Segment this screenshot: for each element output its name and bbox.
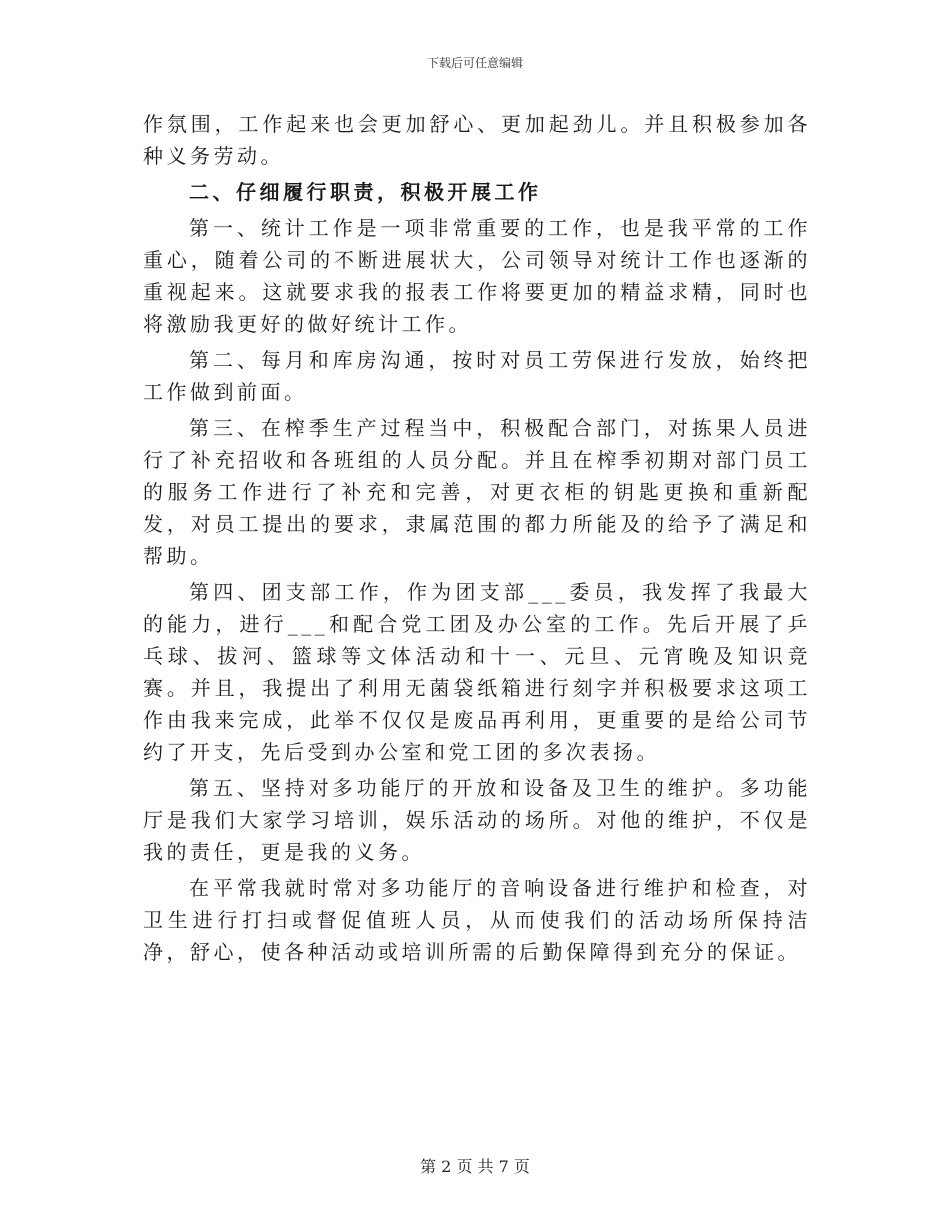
paragraph-continuation: 作氛围，工作起来也会更加舒心、更加起劲儿。并且积极参加各种义务劳动。 <box>143 112 811 168</box>
page-number: 第 2 页 共 7 页 <box>420 1157 530 1176</box>
header-note: 下载后可任意编辑 <box>426 56 523 70</box>
paragraph-second: 第二、每月和库房沟通，按时对员工劳保进行发放，始终把工作做到前面。 <box>143 348 811 404</box>
document-body <box>143 108 811 968</box>
paragraph-third: 第三、在榨季生产过程当中，积极配合部门，对拣果人员进行了补充招收和各班组的人员分配。并且在榨季初期对部门员工的服务工作进行了补充和完善，对更衣柜的钥匙更换和重新配发，对员工提出的要求，隶属范围的都力所能及的给予了满足和帮助。 <box>143 416 811 568</box>
paragraph-sixth: 在平常我就时常对多功能厅的音响设备进行维护和检查，对卫生进行打扫或督促值班人员，从而使我们的活动场所保持洁净，舒心，使各种活动或培训所需的后勤保障得到充分的保证。 <box>143 876 811 964</box>
paragraph-fifth: 第五、坚持对多功能厅的开放和设备及卫生的维护。多功能厅是我们大家学习培训，娱乐活动的场所。对他的维护，不仅是我的责任，更是我的义务。 <box>143 776 811 864</box>
paragraph-fourth: 第四、团支部工作，作为团支部___委员，我发挥了我最大的能力，进行___和配合党工团及办公室的工作。先后开展了乒乓球、拔河、篮球等文体活动和十一、元旦、元宵晚及知识竞赛。并且，我提出了利用无菌袋纸箱进行刻字并积极要求这项工作由我来完成，此举不仅仅是废品再利用，更重要的是给公司节约了开支，先后受到办公室和党工团的多次表扬。 <box>143 580 811 764</box>
section-heading: 二、仔细履行职责，积极开展工作 <box>189 180 542 204</box>
paragraph-first: 第一、统计工作是一项非常重要的工作，也是我平常的工作重心，随着公司的不断进展状大，公司领导对统计工作也逐渐的重视起来。这就要求我的报表工作将要更加的精益求精，同时也将激励我更好的做好统计工作。 <box>143 216 811 336</box>
